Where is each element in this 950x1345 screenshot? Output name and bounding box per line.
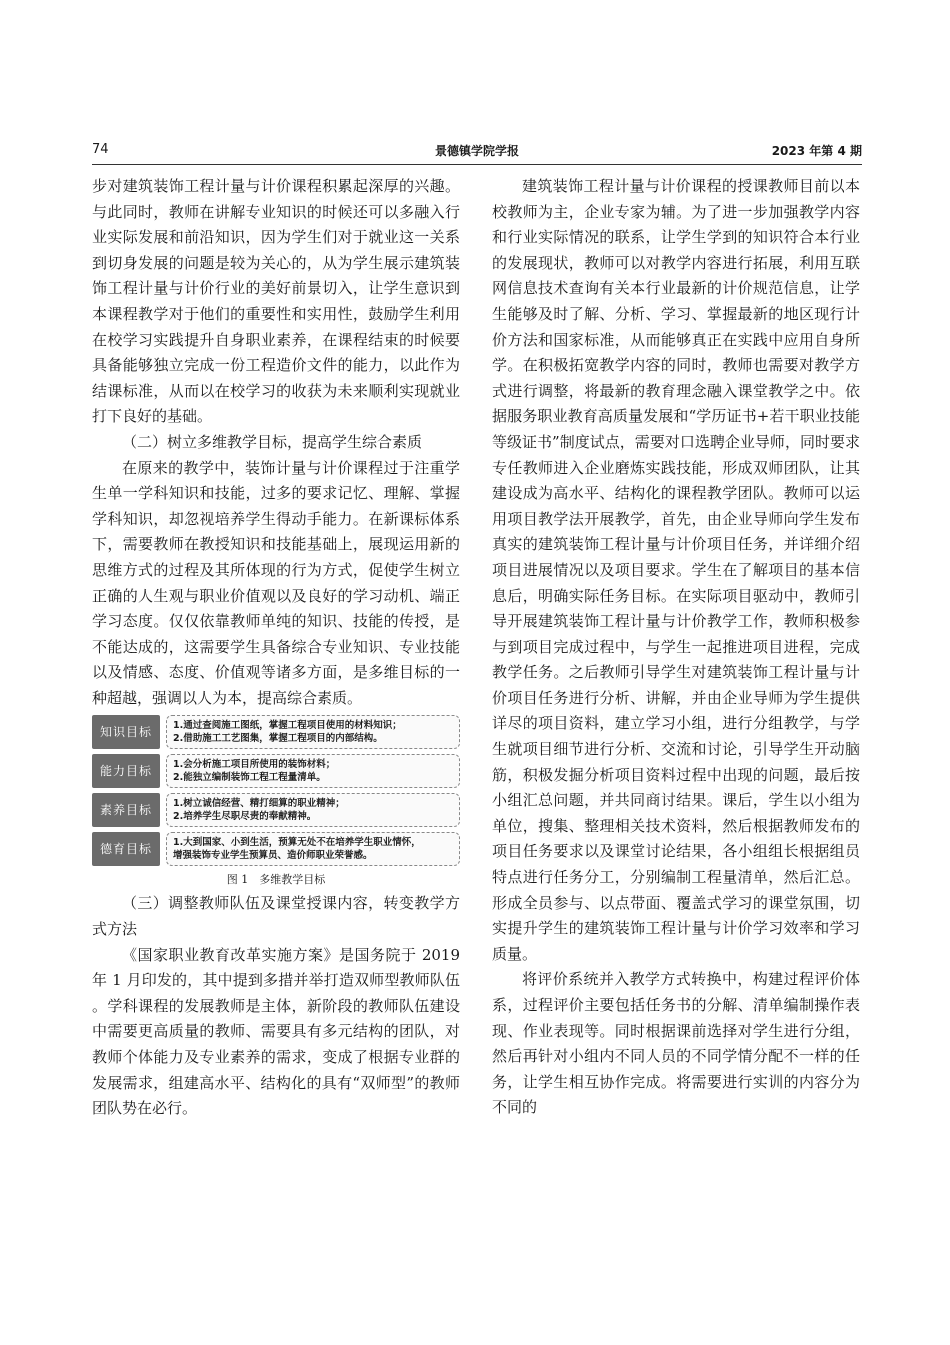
goal-label: 素养目标: [92, 793, 160, 827]
section-3-title: （三）调整教师队伍及课堂授课内容，转变教学方式方法: [92, 894, 460, 939]
goal-text: [166, 832, 460, 866]
goal-line: 2.培养学生尽职尽责的奉献精神。: [173, 811, 317, 823]
right-paragraph-1: 建筑装饰工程计量与计价课程的授课教师目前以本校教师为主，企业专家为辅。为了进一步加强教学内容和行业实际情况的联系，让学生学到的知识符合本行业的发展现状，教师可以对教学内容进行拓展，利用互联网信息技术查询有关本行业最新的计价规范信息，让学生能够及时了解、分析、学习、掌握最新的地区现行计价方法和国家标准，从而能够真正在实践中应用自身所学。在积极拓宽教学内容的同时，教师也需要对教学方式进行调整，将最新的教育理念融入课堂教学之中。依据服务职业教育高质量发展和“学历证书+若干职业技能等级证书”制度试点，需要对口选聘企业导师，同时要求专任教师进入企业磨炼实践技能，形成双师团队，让其建设成为高水平、结构化的课程教学团队。教师可以运用项目教学法开展教学，首先，由企业导师向学生发布真实的建筑装饰工程计量与计价项目任务，并详细介绍项目进展情况以及项目要求。学生在了解项目的基本信息后，明确实际任务目标。在实际项目驱动中，教师引导开展建筑装饰工程计量与计价教学工作，教师积极参与到项目完成过程中，与学生一起推进项目进程，完成教学任务。之后教师引导学生对建筑装饰工程计量与计价项目任务进行分析、讲解，并由企业导师为学生提供详尽的项目资料，建立学习小组，进行分组教学，与学生就项目细节进行分析、交流和讨论，引导学生开动脑筋，积极发掘分析项目资料过程中出现的问题，最后按小组汇总问题，并共同商讨结果。课后，学生以小组为单位，搜集、整理相关技术资料，然后根据教师发布的项目任务要求以及课堂讨论结果，各小组组长根据组员特点进行任务分工，分别编制工程量清单，然后汇总。形成全员参与、以点带面、覆盖式学习的课堂氛围，切实提升学生的建筑装饰工程计量与计价学习效率和学习质量。: [492, 177, 860, 963]
issue-label: 2023 年第 4 期: [771, 144, 862, 158]
goal-text: [166, 793, 460, 827]
figure-multidimensional-goals: [92, 715, 460, 889]
goal-line: 增强装饰专业学生预算员、造价师职业荣誉感。: [173, 850, 373, 862]
goal-row-literacy: [92, 793, 460, 827]
left-paragraph-3: 《国家职业教育改革实施方案》是国务院于 2019 年 1 月印发的，其中提到多措并举打造双师型教师队伍 。学科课程的发展教师是主体，新阶段的教师队伍建设中需要更高质量的教师、需要具有多元结构的团队，对教师个体能力及专业素养的需求，变成了根据专业群的发展需求，组建高水平、结构化的具有“双师型”的教师团队势在必行。: [92, 945, 460, 1118]
goal-text: [166, 715, 460, 749]
goal-line: 1.通过查阅施工图纸，掌握工程项目使用的材料知识；: [173, 720, 402, 732]
page-header: [92, 140, 862, 165]
goal-label: 知识目标: [92, 715, 160, 749]
right-column: [492, 174, 860, 1121]
goal-line: 1.会分析施工项目所使用的装饰材料；: [173, 759, 336, 771]
page-number: 74: [92, 142, 109, 157]
goal-label: 能力目标: [92, 754, 160, 788]
goal-line: 1.树立诚信经营、精打细算的职业精神；: [173, 798, 345, 810]
journal-title: 景德镇学院学报: [434, 144, 519, 158]
goal-line: 2.能独立编制装饰工程工程量清单。: [173, 772, 326, 784]
figure-caption: 图 1 多维教学目标: [226, 873, 326, 887]
goal-label: 德育目标: [92, 832, 160, 866]
goal-row-knowledge: [92, 715, 460, 749]
left-column: [92, 174, 460, 1122]
goal-row-moral: [92, 832, 460, 866]
right-paragraph-2: 将评价系统并入教学方式转换中，构建过程评价体系，过程评价主要包括任务书的分解、清单编制操作表现、作业表现等。同时根据课前选择对学生进行分组，然后再针对小组内不同人员的不同学情分配不一样的任务，让学生相互协作完成。将需要进行实训的内容分为不同的: [492, 970, 860, 1117]
goal-line: 1.大到国家、小到生活，预算无处不在培养学生职业情怀，: [173, 837, 421, 849]
left-paragraph-2: 在原来的教学中，装饰计量与计价课程过于注重学生单一学科知识和技能，过多的要求记忆、理解、掌握学科知识，却忽视培养学生得动手能力。在新课标体系下，需要教师在教授知识和技能基础上，展现运用新的思维方式的过程及其所体现的行为方式，促使学生树立正确的人生观与职业价值观以及良好的学习动机、端正学习态度。仅仅依靠教师单纯的知识、技能的传授，是不能达成的，这需要学生具备综合专业知识、专业技能以及情感、态度、价值观等诸多方面，是多维目标的一种超越，强调以人为本，提高综合素质。: [92, 458, 460, 707]
goal-text: [166, 754, 460, 788]
goal-row-ability: [92, 754, 460, 788]
section-2-title: （二）树立多维教学目标，提高学生综合素质: [122, 432, 423, 451]
goal-line: 2.借助施工工艺图集，掌握工程项目的内部结构。: [173, 733, 383, 745]
left-paragraph-1: 步对建筑装饰工程计量与计价课程积累起深厚的兴趣。与此同时，教师在讲解专业知识的时候还可以多融入行业实际发展和前沿知识，因为学生们对于就业这一关系到切身发展的问题是较为关心的，从为学生展示建筑装饰工程计量与计价行业的美好前景切入，让学生意识到本课程教学对于他们的重要性和实用性，鼓励学生利用在校学习实践提升自身职业素养，在课程结束的时候要具备能够独立完成一份工程造价文件的能力，以此作为结课标准，从而以在校学习的收获为未来顺利实现就业打下良好的基础。: [92, 177, 460, 426]
